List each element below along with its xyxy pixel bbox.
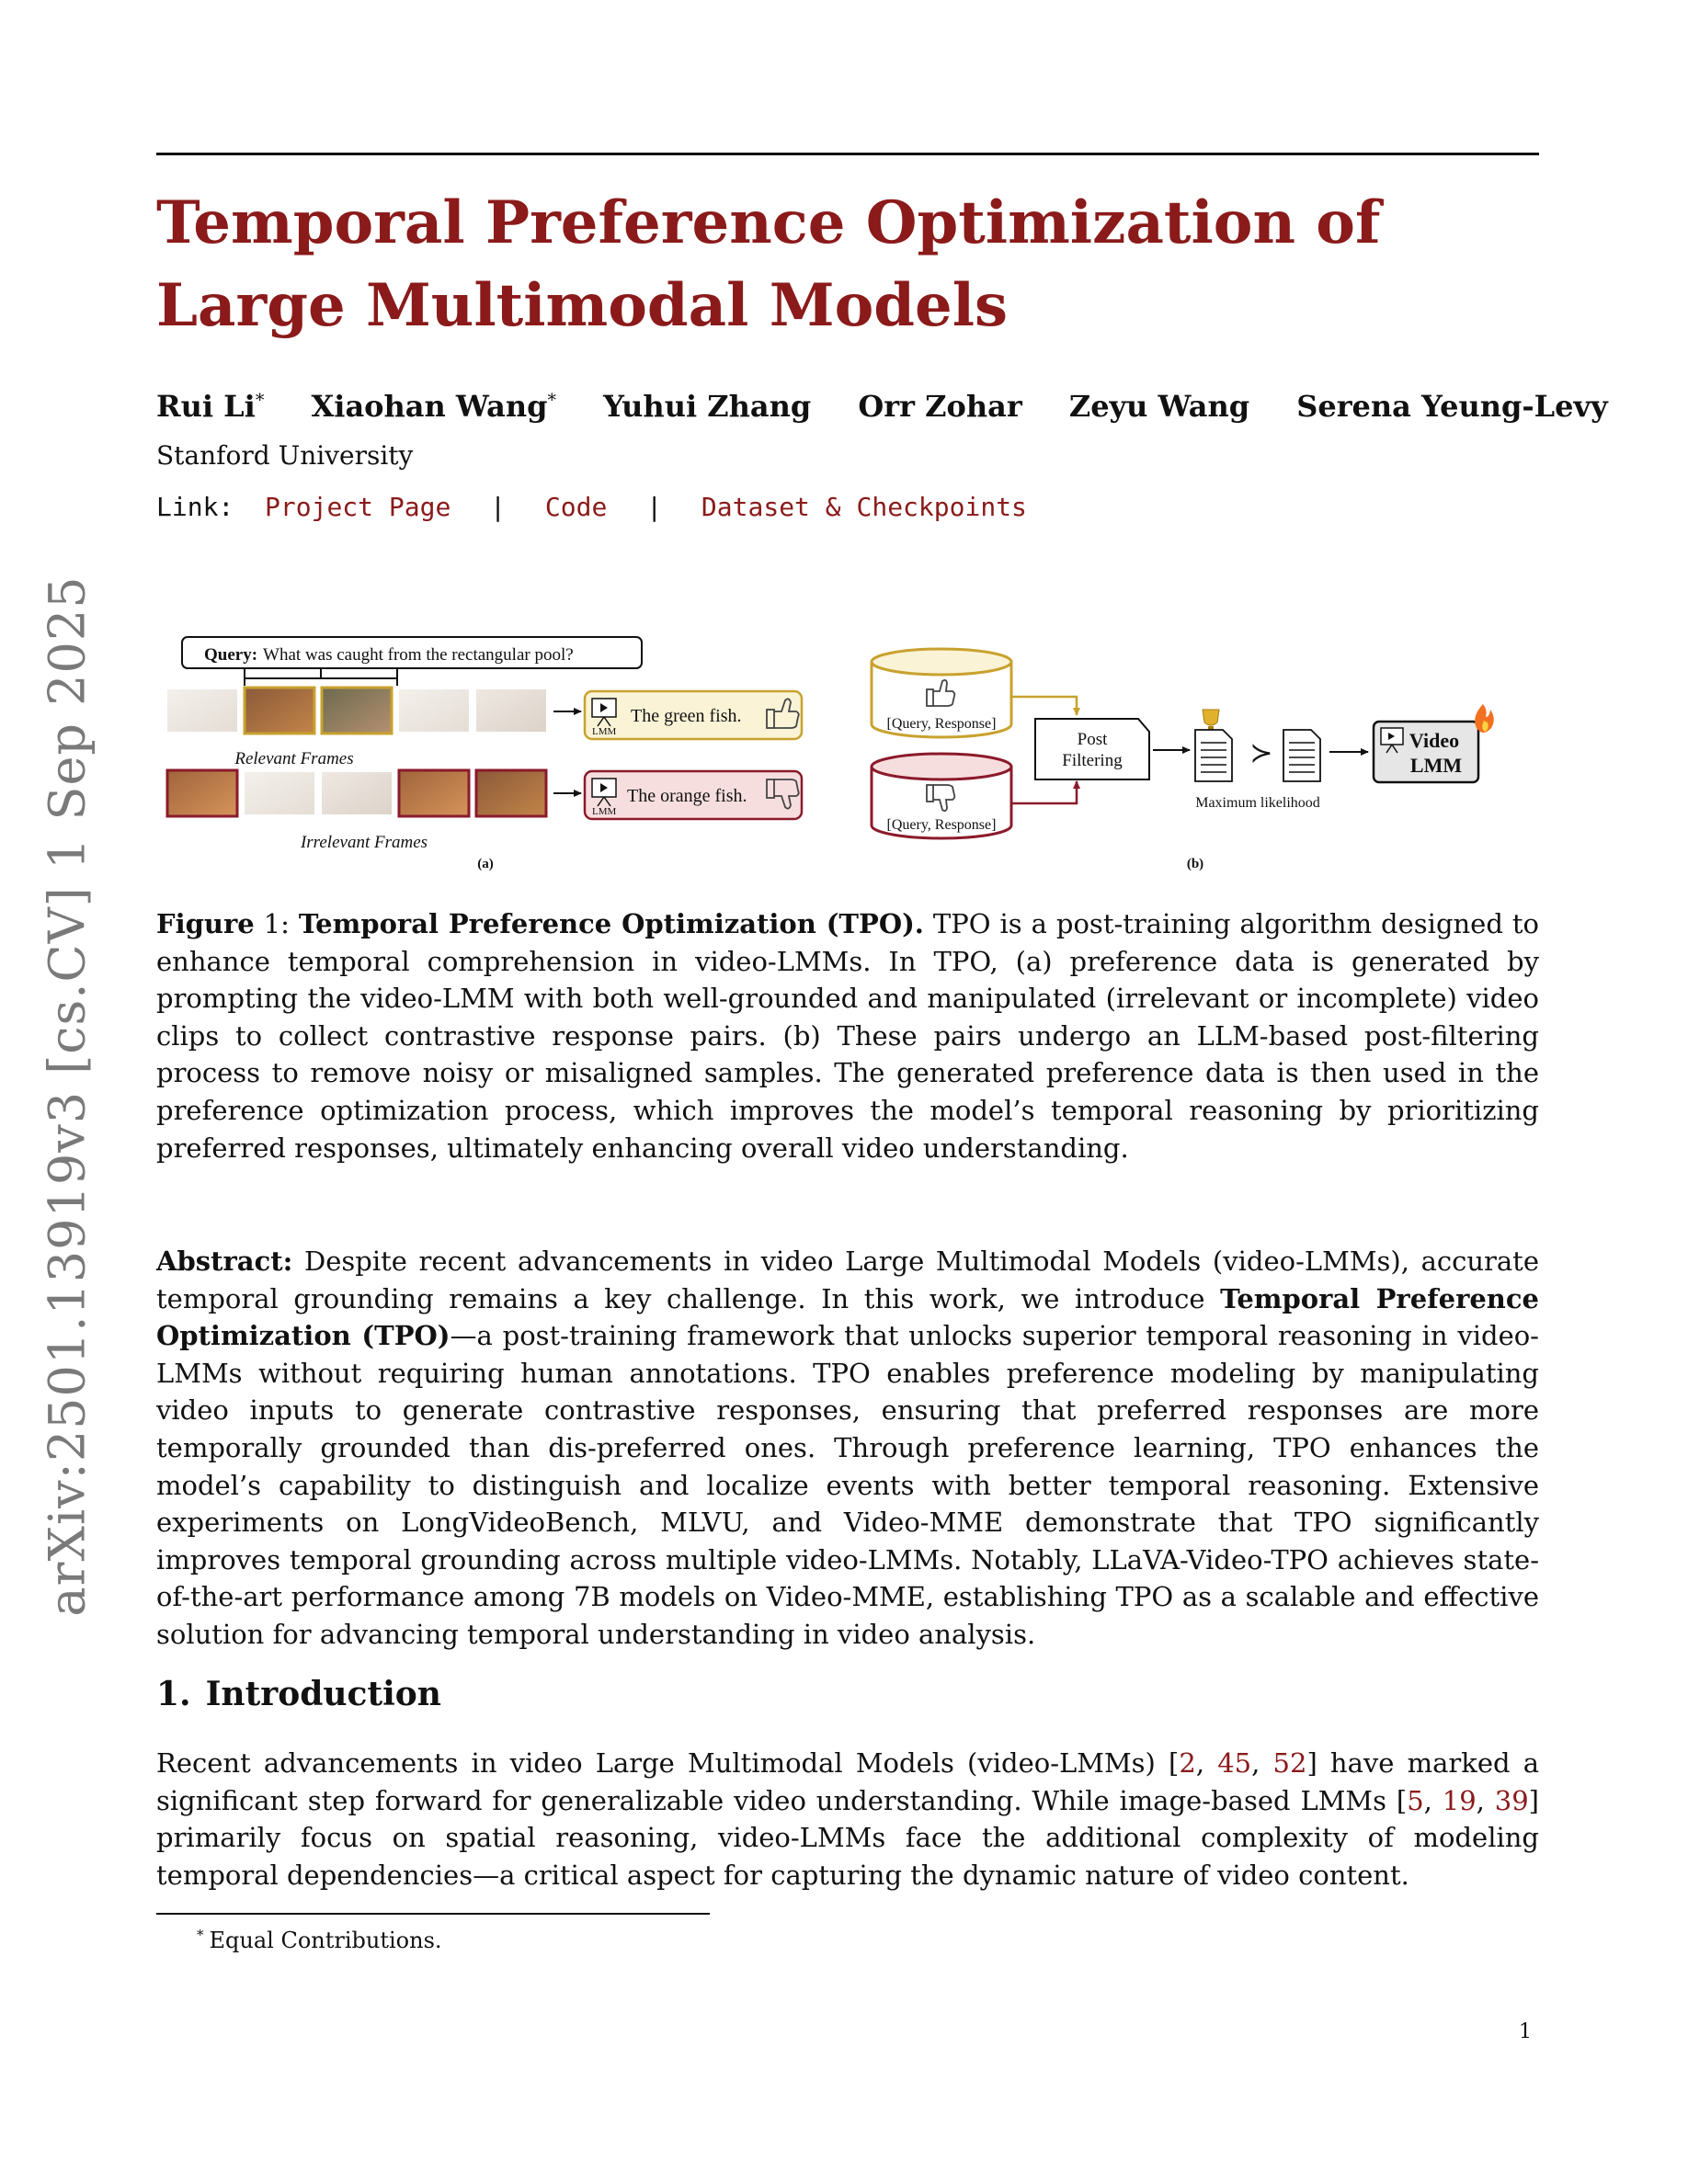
abstract-bold-term: Temporal Preference Optimization (TPO)	[156, 1282, 1540, 1352]
footnote-rule	[156, 1913, 710, 1915]
video-frame	[167, 689, 237, 732]
dispreferred-document-icon	[1283, 730, 1320, 781]
author: Yuhui Zhang	[603, 388, 812, 424]
page-number: 1	[1519, 2020, 1532, 2043]
arrow-dispreferred	[1011, 781, 1077, 803]
dataset-checkpoints-link[interactable]: Dataset & Checkpoints	[701, 492, 1027, 522]
preferred-document-icon	[1195, 730, 1232, 781]
title-line-1: Temporal Preference Optimization of	[156, 188, 1381, 257]
citation-link[interactable]: 45	[1217, 1747, 1252, 1779]
section-number: 1.	[156, 1675, 191, 1713]
figure-number: 1	[263, 908, 281, 939]
panel-b-label: (b)	[1186, 857, 1204, 871]
top-rule	[156, 153, 1539, 155]
maximum-likelihood-label: Maximum likelihood	[1195, 795, 1320, 811]
citation-link[interactable]: 2	[1179, 1747, 1196, 1779]
abstract-text: —a post-training framework that unlocks superior temporal reasoning in video-LMMs without requiring human annotations. TPO enables preference modeling by manipulating video inputs to generate contrastive responses, ensuring that preferred responses are more temporally grounded than dis-preferred ones. Through preference learning, TPO enhances the model’s capability to distinguish and localize events with better temporal reasoning. Extensive experiments on LongVideoBench, MLVU, and Video-MME demonstrate that TPO significantly improves temporal grounding across multiple video-LMMs. Notably, LLaVA-Video-TPO achieves state-of-the-art performance among 7B models on Video-MME, establishing TPO as a scalable and effective solution for advancing temporal understanding in video analysis.	[156, 1320, 1539, 1650]
figure-title: Temporal Preference Optimization (TPO).	[298, 908, 924, 939]
tpo-figure	[156, 632, 1539, 881]
post-filtering-label-1: Post	[1077, 730, 1108, 749]
citation-link[interactable]: 39	[1494, 1784, 1529, 1816]
intro-paragraph: Recent advancements in video Large Multimodal Models (video-LMMs) [2, 45, 52] have marked a significant step forward for generalizable video understanding. While image-based LMMs [5, 19, 39] primarily focus on spatial reasoning, video-LMMs face the additional complexity of modeling temporal dependencies—a critical aspect for capturing the dynamic nature of video content.	[156, 1747, 1540, 1891]
author: Serena Yeung-Levy	[1296, 388, 1608, 424]
lmm-label: LMM	[592, 726, 617, 737]
abstract-label: Abstract:	[156, 1246, 293, 1277]
link-row	[156, 489, 1027, 526]
abstract	[156, 1243, 1539, 1654]
response-good: The green fish.	[631, 706, 742, 726]
video-lmm-label-2: LMM	[1409, 754, 1463, 777]
relevant-frame	[322, 688, 392, 734]
footnote	[197, 1919, 442, 1956]
irrelevant-frame	[399, 770, 469, 816]
query-bracket	[245, 668, 397, 678]
video-lmm-label-1: Video	[1409, 729, 1460, 752]
code-link[interactable]: Code	[544, 492, 608, 522]
project-page-link[interactable]: Project Page	[265, 492, 451, 522]
irrelevant-frames-label: Irrelevant Frames	[300, 833, 428, 852]
figure-caption: Figure 1: Temporal Preference Optimization (TPO). TPO is a post-training algorithm designed to enhance temporal comprehension in video-LMMs. In TPO, (a) preference data is generated by prompting the video-LMM with both well-grounded and manipulated (irrelevant or incomplete) video clips to collect contrastive response pairs. (b) These pairs undergo an LLM-based post-filtering process to remove noisy or misaligned samples. The generated preference data is then used in the preference optimization process, which improves the model’s temporal reasoning by prioritizing preferred responses, ultimately enhancing overall video understanding.	[156, 908, 1539, 1164]
post-filtering-box	[1035, 719, 1149, 779]
irrelevant-frame	[476, 770, 546, 816]
link-separator: |	[646, 492, 663, 522]
author: Rui Li*	[156, 388, 265, 424]
figure-label: Figure	[156, 908, 255, 939]
caption-text: TPO is a post-training algorithm designed to enhance temporal comprehension in video-LMMs. In TPO, (a) preference data is generated by prompting the video-LMM with both well-grounded and manipulated (irrelevant or incomplete) video clips to collect contrastive response pairs. (b) These pairs undergo an LLM-based post-filtering process to remove noisy or misaligned samples. The generated preference data is then used in the preference optimization process, which improves the model’s temporal reasoning by prioritizing preferred responses, ultimately enhancing overall video understanding.	[156, 908, 1539, 1164]
section-title: Introduction	[205, 1675, 441, 1713]
title-line-2: Large Multimodal Models	[156, 271, 1009, 340]
paper-title	[156, 182, 1443, 347]
citation-link[interactable]: 52	[1272, 1747, 1307, 1779]
author: Zeyu Wang	[1068, 388, 1250, 424]
video-frame	[245, 772, 314, 814]
post-filtering-label-2: Filtering	[1062, 751, 1123, 770]
db-label: [Query, Response]	[886, 716, 997, 732]
lmm-label: LMM	[592, 806, 617, 817]
response-bad: The orange fish.	[627, 786, 747, 806]
query-bracket-legs	[245, 678, 397, 686]
query-text: What was caught from the rectangular pool?	[263, 645, 574, 665]
video-frame	[399, 689, 469, 732]
flame-icon	[1475, 704, 1494, 733]
citation-link[interactable]: 19	[1442, 1784, 1477, 1816]
db-label: [Query, Response]	[886, 817, 997, 833]
author-list	[156, 380, 1608, 427]
author: Orr Zohar	[858, 388, 1022, 424]
abstract-text: Despite recent advancements in video Large Multimodal Models (video-LMMs), accurate temporal grounding remains a key challenge. In this work, we introduce	[156, 1246, 1539, 1314]
relevant-frames-label: Relevant Frames	[234, 749, 354, 768]
section-heading	[156, 1671, 441, 1717]
footnote-mark: *	[197, 1927, 204, 1943]
affiliation: Stanford University	[156, 440, 414, 471]
author: Xiaohan Wang*	[311, 388, 556, 424]
irrelevant-frame	[167, 770, 237, 816]
video-frame	[476, 689, 546, 732]
link-separator: |	[490, 492, 507, 522]
link-label: Link:	[156, 492, 234, 522]
arxiv-stamp: arXiv:2501.13919v3 [cs.CV] 1 Sep 2025	[38, 574, 97, 1617]
query-label: Query:	[204, 645, 258, 665]
arrow-preferred	[1011, 697, 1077, 715]
trophy-icon	[1203, 710, 1219, 731]
preference-symbol: ≻	[1249, 738, 1273, 768]
footnote-text: Equal Contributions.	[209, 1928, 442, 1953]
video-frame	[322, 772, 392, 814]
citation-link[interactable]: 5	[1407, 1784, 1424, 1816]
relevant-frame	[245, 688, 314, 734]
panel-a-label: (a)	[477, 857, 494, 871]
